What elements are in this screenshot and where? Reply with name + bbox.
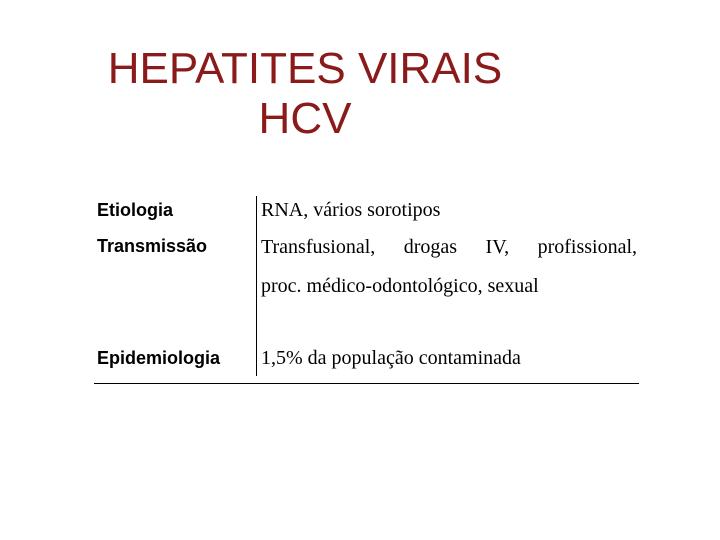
row-label-etiologia: Etiologia xyxy=(97,200,173,220)
row-value-transmissao-line-1: Transfusional, drogas IV, profissional, xyxy=(261,236,637,258)
row-value-epidemiologia: 1,5% da população contaminada xyxy=(261,347,521,369)
row-value-etiologia: RNA, vários sorotipos xyxy=(261,199,441,221)
table-bottom-rule xyxy=(94,383,639,384)
title-line-2: HCV xyxy=(258,94,352,143)
slide-title xyxy=(0,44,610,144)
title-line-1: HEPATITES VIRAIS xyxy=(107,44,503,93)
row-label-transmissao: Transmissão xyxy=(97,236,208,256)
column-divider xyxy=(256,196,257,376)
row-label-epidemiologia: Epidemiologia xyxy=(97,348,221,368)
row-value-transmissao-line-2: proc. médico-odontológico, sexual xyxy=(261,275,539,297)
info-table xyxy=(94,190,639,384)
